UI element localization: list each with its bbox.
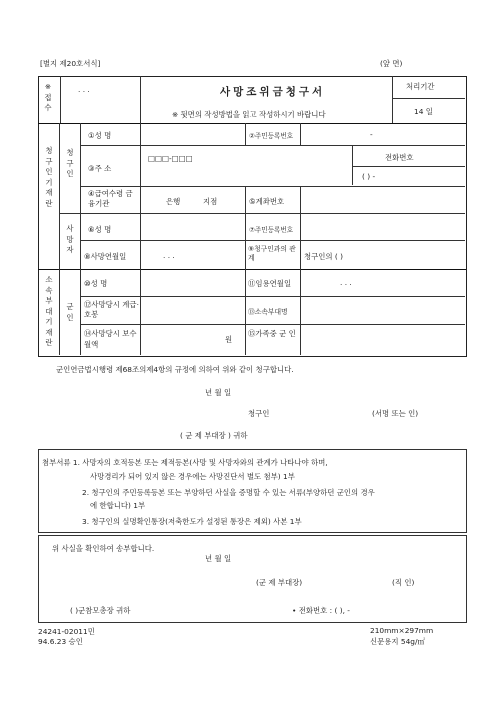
attachment-item-1: 첨부서류 1. 사망자의 호적등본 또는 제적등본(사망 및 사망자와의 관계가 나타나야 하며, bbox=[42, 458, 328, 467]
reception-label: ※ 접 수 bbox=[44, 82, 52, 112]
deceased-sub-label: 사망자 bbox=[66, 224, 74, 254]
claimant-name-label: ①성 명 bbox=[88, 131, 112, 140]
relation-label: ⑨청구인과의 관 계 bbox=[248, 245, 296, 262]
branch-text: 지점 bbox=[203, 197, 218, 206]
family-label: ⑮가족중 군 인 bbox=[248, 329, 296, 338]
bank-text: 은행 bbox=[166, 197, 181, 206]
rank-label: ⑫사망당시 계급·호봉 bbox=[84, 300, 139, 319]
relation-value: 청구인의 ( ) bbox=[304, 252, 344, 261]
enlist-date-dots: . . . bbox=[340, 278, 352, 287]
deceased-resident-no-label: ⑦주민등록번호 bbox=[249, 226, 294, 234]
military-name-label: ⑩성 명 bbox=[84, 279, 108, 288]
claimant-section-label: 청구인 기재란 bbox=[45, 146, 53, 208]
claimant-resident-no-dash: - bbox=[370, 130, 373, 139]
attachment-item-2: 2. 청구인의 주민등록등본 또는 부양하던 사실을 증명할 수 있는 서류(부양하던 군인의 경우 bbox=[82, 488, 375, 497]
claimant-address-label: ③주 소 bbox=[88, 164, 112, 173]
claimant-resident-no-label: ②주민등록번호 bbox=[249, 132, 294, 140]
death-date-label: ⑧사망연월일 bbox=[84, 252, 127, 261]
confirmation-phone: • 전화번호 : ( ), - bbox=[292, 606, 350, 615]
page-side-label: (앞 면) bbox=[380, 59, 403, 68]
bank-label: ④급여수령 금융기관 bbox=[88, 189, 133, 208]
deceased-name-label: ⑥성 명 bbox=[88, 225, 112, 234]
military-section-label: 소속부대기재란 bbox=[45, 275, 53, 347]
address-postal-boxes: □□□-□□□ bbox=[148, 154, 193, 163]
form-title: 사망조위금청구서 bbox=[220, 86, 326, 98]
signature-note: (서명 또는 인) bbox=[372, 409, 419, 418]
military-sub-label: 군인 bbox=[66, 302, 74, 322]
attachment-item-2b: 에 한합니다) 1부 bbox=[90, 501, 146, 510]
account-label: ⑤계좌번호 bbox=[249, 197, 285, 206]
confirmation-text: 위 사실을 확인하여 송부합니다. bbox=[52, 544, 155, 553]
form-number: [별지 제20호서식] bbox=[40, 59, 101, 68]
phone-label: 전화번호 bbox=[385, 153, 414, 162]
attachment-item-3: 3. 청구인의 실명확인통장(저축한도가 설정된 통장은 제외) 사본 1부 bbox=[82, 517, 302, 526]
attachment-item-1b: 사망경리가 되어 있지 않은 경우에는 사망진단서 별도 첨부) 1부 bbox=[90, 472, 295, 481]
pay-won-unit: 원 bbox=[225, 335, 233, 344]
footer-size: 210mm×297mm bbox=[370, 626, 434, 635]
confirmation-recipient: ( )군참모총장 귀하 bbox=[70, 606, 131, 615]
confirmation-unit: (군 제 부대장) bbox=[256, 578, 303, 587]
unit-label: ⑬소속부대명 bbox=[248, 308, 288, 316]
death-date-dots: . . . bbox=[163, 251, 175, 260]
footer-code: 24241-02011민 bbox=[38, 627, 95, 636]
phone-format: ( ) - bbox=[362, 172, 376, 181]
declaration-date: 년 월 일 bbox=[205, 388, 232, 397]
declaration-recipient: ( 군 제 부대장 ) 귀하 bbox=[180, 431, 248, 440]
enlist-date-label: ⑪임용연월일 bbox=[248, 279, 292, 288]
confirmation-date: 년 월 일 bbox=[205, 554, 232, 563]
footer-paper: 신문용지 54g/㎡ bbox=[370, 637, 425, 646]
claimant-sub-label: 청구인 bbox=[66, 148, 74, 178]
declaration-text: 군인연금법시행령 제68조의제4항의 규정에 의하여 위와 같이 청구합니다. bbox=[56, 365, 294, 374]
processing-label: 처리기간 bbox=[406, 82, 435, 91]
claimant-sign-label: 청구인 bbox=[248, 409, 270, 418]
form-instruction: ※ 뒷면의 작성방법을 읽고 작성하시기 바랍니다 bbox=[172, 110, 326, 119]
pay-label: ⑭사망당시 보수월액 bbox=[84, 329, 137, 349]
footer-approval: 94.6.23 승인 bbox=[38, 637, 83, 646]
processing-value: 14 일 bbox=[414, 107, 433, 116]
official-seal-label: (직 인) bbox=[392, 578, 415, 587]
reception-date: . . . bbox=[78, 85, 90, 94]
